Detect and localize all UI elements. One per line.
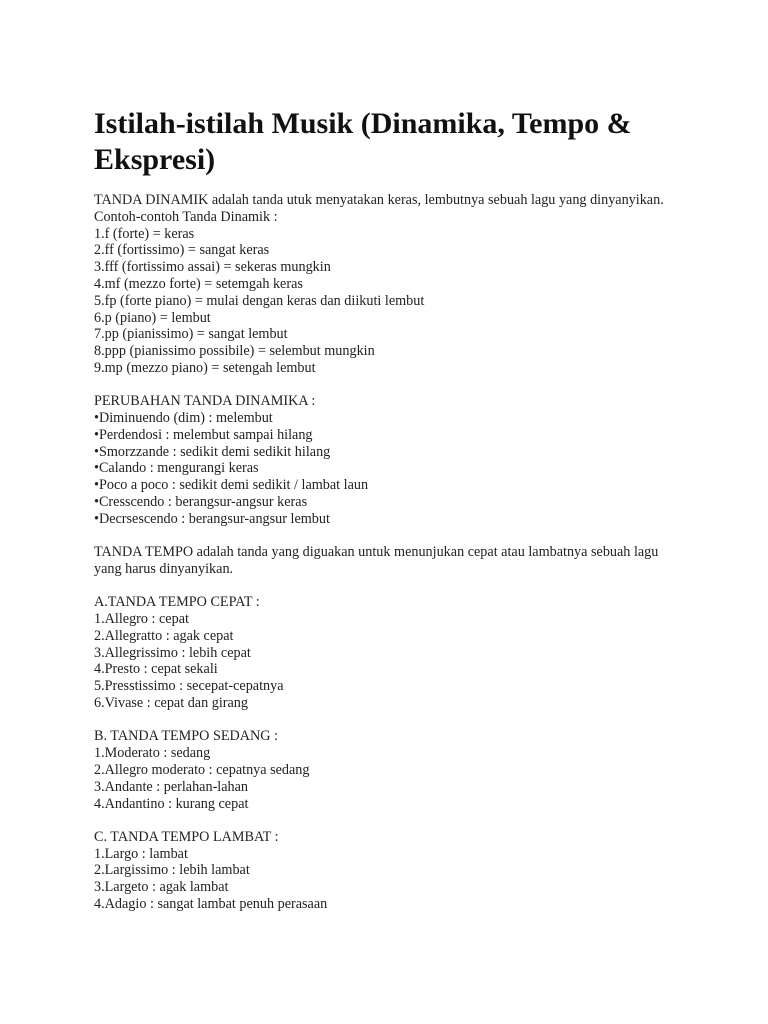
tempo-intro: TANDA TEMPO adalah tanda yang diguakan untuk menunjukan cepat atau lambatnya sebuah lagu yang harus dinyanyikan. — [94, 544, 659, 577]
document-page — [94, 106, 674, 929]
list-item: 2.Largissimo : lebih lambat — [94, 862, 250, 879]
section-tanda-tempo — [94, 544, 674, 578]
dinamik-intro: TANDA DINAMIK adalah tanda utuk menyatakan keras, lembutnya sebuah lagu yang dinyanyikan. Contoh-contoh Tanda Dinamik : — [94, 192, 664, 225]
section-heading: PERUBAHAN TANDA DINAMIKA : — [94, 393, 316, 410]
section-tempo-lambat — [94, 829, 674, 913]
list-item: •Cresscendo : berangsur-angsur keras — [94, 494, 308, 511]
list-item: 7.pp (pianissimo) = sangat lembut — [94, 326, 288, 343]
list-item: 2.ff (fortissimo) = sangat keras — [94, 242, 270, 259]
list-item: •Decrsescendo : berangsur-angsur lembut — [94, 510, 330, 527]
section-heading: B. TANDA TEMPO SEDANG : — [94, 728, 278, 745]
list-item: 9.mp (mezzo piano) = setengah lembut — [94, 359, 316, 376]
list-item: 5.Presstissimo : secepat-cepatnya — [94, 678, 284, 695]
list-item: 1.f (forte) = keras — [94, 225, 195, 242]
list-item: 1.Allegro : cepat — [94, 611, 189, 628]
list-item: 6.Vivase : cepat dan girang — [94, 695, 248, 712]
list-item: 2.Allegratto : agak cepat — [94, 627, 234, 644]
list-item: 3.fff (fortissimo assai) = sekeras mungkin — [94, 259, 331, 276]
section-tempo-sedang — [94, 728, 674, 812]
section-heading: A.TANDA TEMPO CEPAT : — [94, 594, 260, 611]
list-item: 2.Allegro moderato : cepatnya sedang — [94, 761, 310, 778]
list-item: 4.Andantino : kurang cepat — [94, 795, 249, 812]
list-item: 3.Andante : perlahan-lahan — [94, 778, 249, 795]
list-item: •Calando : mengurangi keras — [94, 460, 259, 477]
list-item: 6.p (piano) = lembut — [94, 309, 211, 326]
section-tanda-dinamik — [94, 192, 674, 377]
list-item: 4.Presto : cepat sekali — [94, 661, 218, 678]
list-item: 3.Allegrissimo : lebih cepat — [94, 644, 251, 661]
list-item: •Poco a poco : sedikit demi sedikit / lambat laun — [94, 477, 369, 494]
list-item: 1.Moderato : sedang — [94, 745, 211, 762]
list-item: •Diminuendo (dim) : melembut — [94, 410, 273, 427]
list-item: 1.Largo : lambat — [94, 845, 188, 862]
list-item: 4.Adagio : sangat lambat penuh perasaan — [94, 895, 328, 912]
list-item: •Perdendosi : melembut sampai hilang — [94, 426, 313, 443]
section-perubahan-dinamika — [94, 393, 674, 527]
section-tempo-cepat — [94, 594, 674, 712]
list-item: 4.mf (mezzo forte) = setemgah keras — [94, 275, 303, 292]
list-item: 3.Largeto : agak lambat — [94, 879, 229, 896]
section-heading: C. TANDA TEMPO LAMBAT : — [94, 828, 279, 845]
document-title: Istilah-istilah Musik (Dinamika, Tempo & Ekspresi) — [94, 107, 632, 176]
list-item: 5.fp (forte piano) = mulai dengan keras dan diikuti lembut — [94, 292, 425, 309]
list-item: •Smorzzande : sedikit demi sedikit hilang — [94, 443, 331, 460]
list-item: 8.ppp (pianissimo possibile) = selembut mungkin — [94, 343, 375, 360]
